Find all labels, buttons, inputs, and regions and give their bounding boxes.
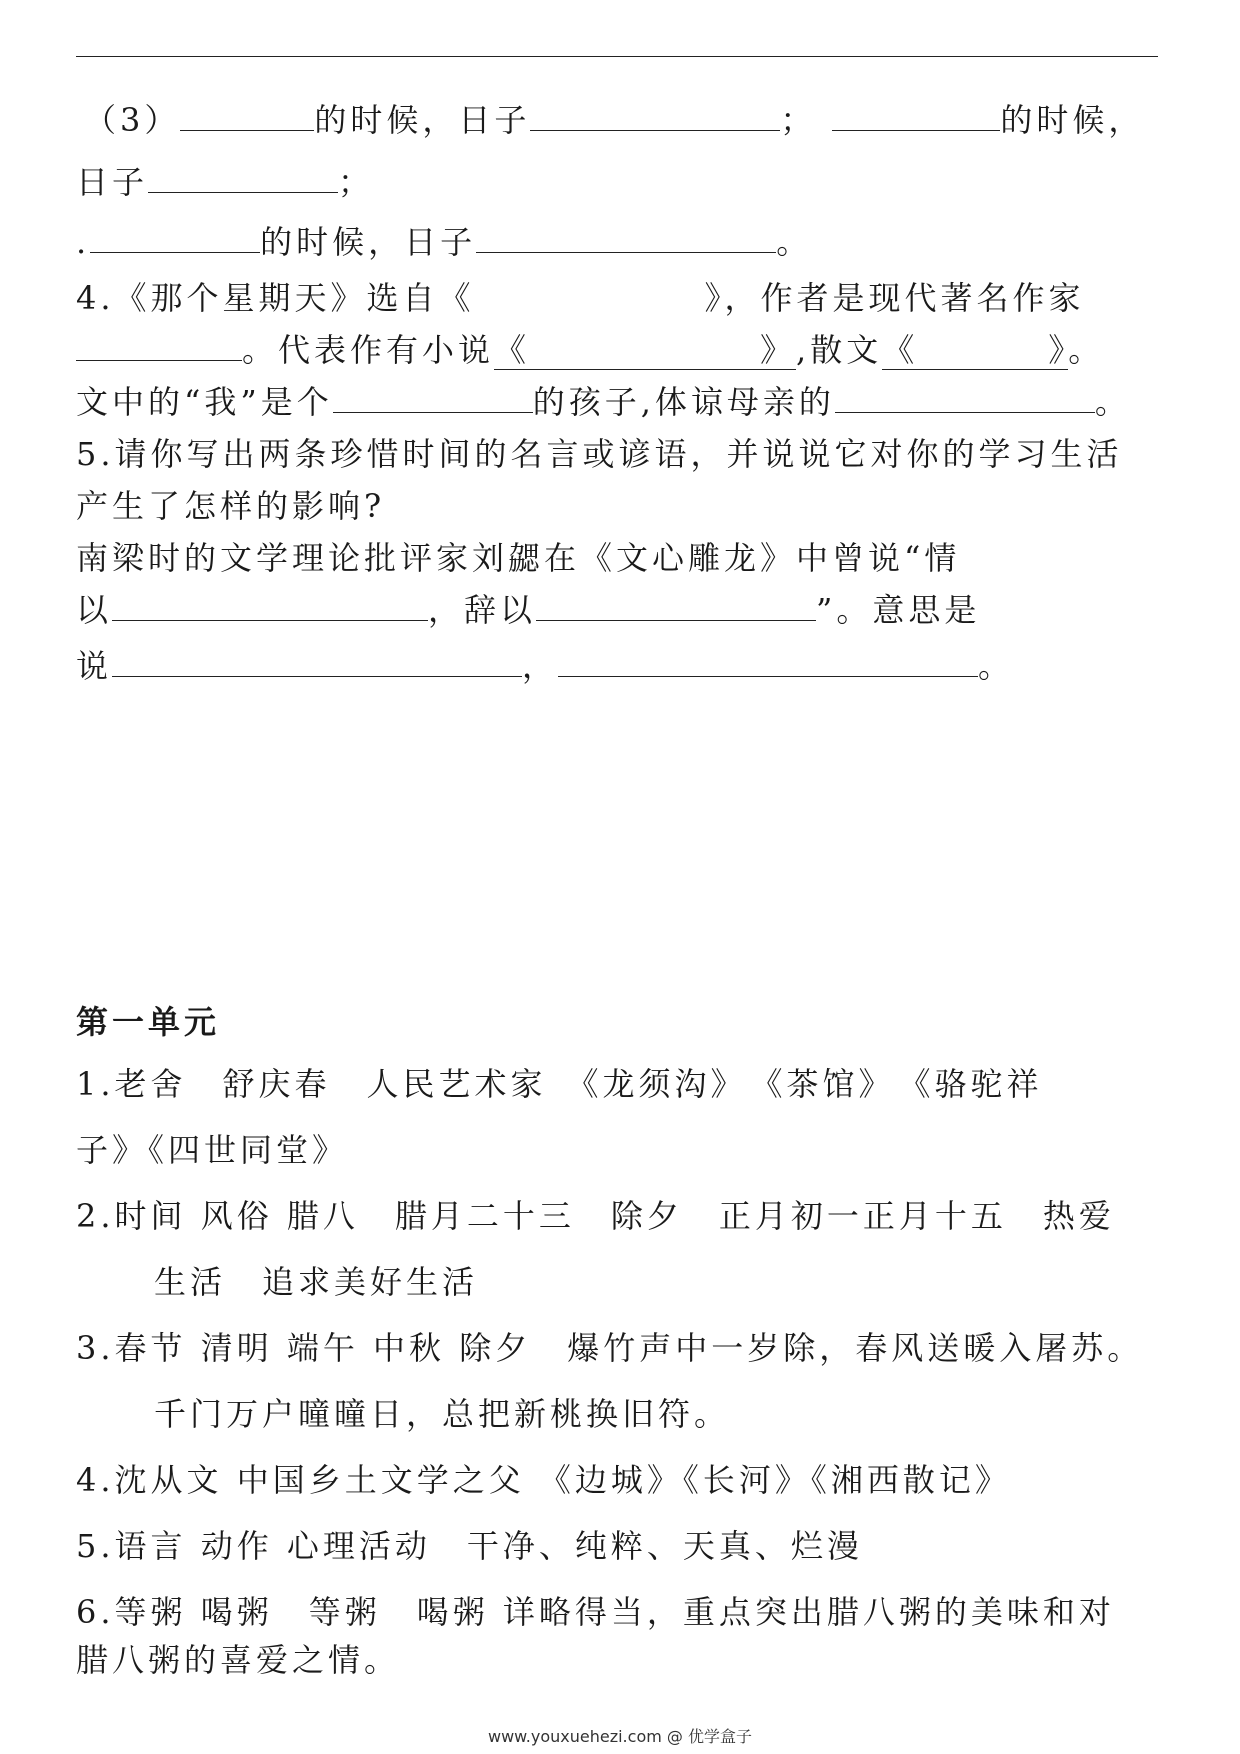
answer-4: 4.沈从文 中国乡土文学之父 《边城》《长河》《湘西散记》 bbox=[76, 1461, 1011, 1499]
q3-line-1: （3） 的时候，日子 ； 的时候， bbox=[84, 101, 1145, 139]
blank[interactable] bbox=[832, 100, 1000, 131]
header-rule bbox=[76, 56, 1158, 57]
q4-line-2: 。代表作有小说《 》,散文《 》。 bbox=[76, 330, 1104, 370]
q4-line-1: 4.《那个星期天》选自《 》，作者是现代著名作家 bbox=[76, 279, 1085, 317]
answer-5: 5.语言 动作 心理活动 干净、纯粹、天真、烂漫 bbox=[76, 1527, 863, 1565]
answer-3-line-1: 3.春节 清明 端午 中秋 除夕 爆竹声中一岁除，春风送暖入屠苏。 bbox=[76, 1329, 1144, 1367]
q6-line-1: 南梁时的文学理论批评家刘勰在《文心雕龙》中曾说“情 bbox=[76, 539, 961, 577]
q4-line-3: 文中的“我”是个 的孩子,体谅母亲的 。 bbox=[76, 383, 1131, 421]
q3-line-2: 日子 ； bbox=[76, 163, 375, 201]
answer-1-line-1: 1.老舍 舒庆春 人民艺术家 《龙须沟》 《茶馆》 《骆驼祥 bbox=[76, 1065, 1043, 1103]
blank[interactable] bbox=[76, 330, 242, 361]
blank[interactable] bbox=[835, 382, 1095, 413]
blank[interactable] bbox=[558, 646, 978, 677]
blank[interactable] bbox=[180, 100, 314, 131]
q6-line-3: 说 ， 。 bbox=[76, 647, 1015, 685]
blank[interactable] bbox=[112, 646, 522, 677]
blank[interactable] bbox=[536, 590, 816, 621]
answer-3-line-2: 千门万户曈曈日，总把新桃换旧符。 bbox=[154, 1395, 731, 1433]
q3-label: （3） bbox=[84, 101, 181, 139]
q5-line-2: 产生了怎样的影响? bbox=[76, 487, 386, 525]
blank[interactable] bbox=[112, 590, 428, 621]
unit-title: 第一单元 bbox=[76, 1003, 221, 1041]
blank[interactable] bbox=[148, 162, 338, 193]
answer-2-line-2: 生活 追求美好生活 bbox=[154, 1263, 479, 1301]
answer-6-line-2: 腊八粥的喜爱之情。 bbox=[76, 1641, 401, 1679]
q6-line-2: 以 ，辞以 ”。意思是 bbox=[76, 591, 981, 629]
q5-line-1: 5.请你写出两条珍惜时间的名言或谚语，并说说它对你的学习生活 bbox=[76, 435, 1123, 473]
blank[interactable] bbox=[476, 222, 776, 253]
answer-2-line-1: 2.时间 风俗 腊八 腊月二十三 除夕 正月初一正月十五 热爱 bbox=[76, 1197, 1115, 1235]
answer-6-line-1: 6.等粥 喝粥 等粥 喝粥 详略得当，重点突出腊八粥的美味和对 bbox=[76, 1593, 1115, 1631]
footer-watermark: www.youxuehezi.com @ 优学盒子 bbox=[488, 1727, 752, 1746]
blank[interactable] bbox=[333, 382, 533, 413]
blank[interactable] bbox=[530, 100, 780, 131]
blank[interactable] bbox=[90, 222, 260, 253]
answer-1-line-2: 子》《四世同堂》 bbox=[76, 1131, 349, 1169]
q3-line-3: . 的时候，日子 。 bbox=[76, 223, 813, 261]
